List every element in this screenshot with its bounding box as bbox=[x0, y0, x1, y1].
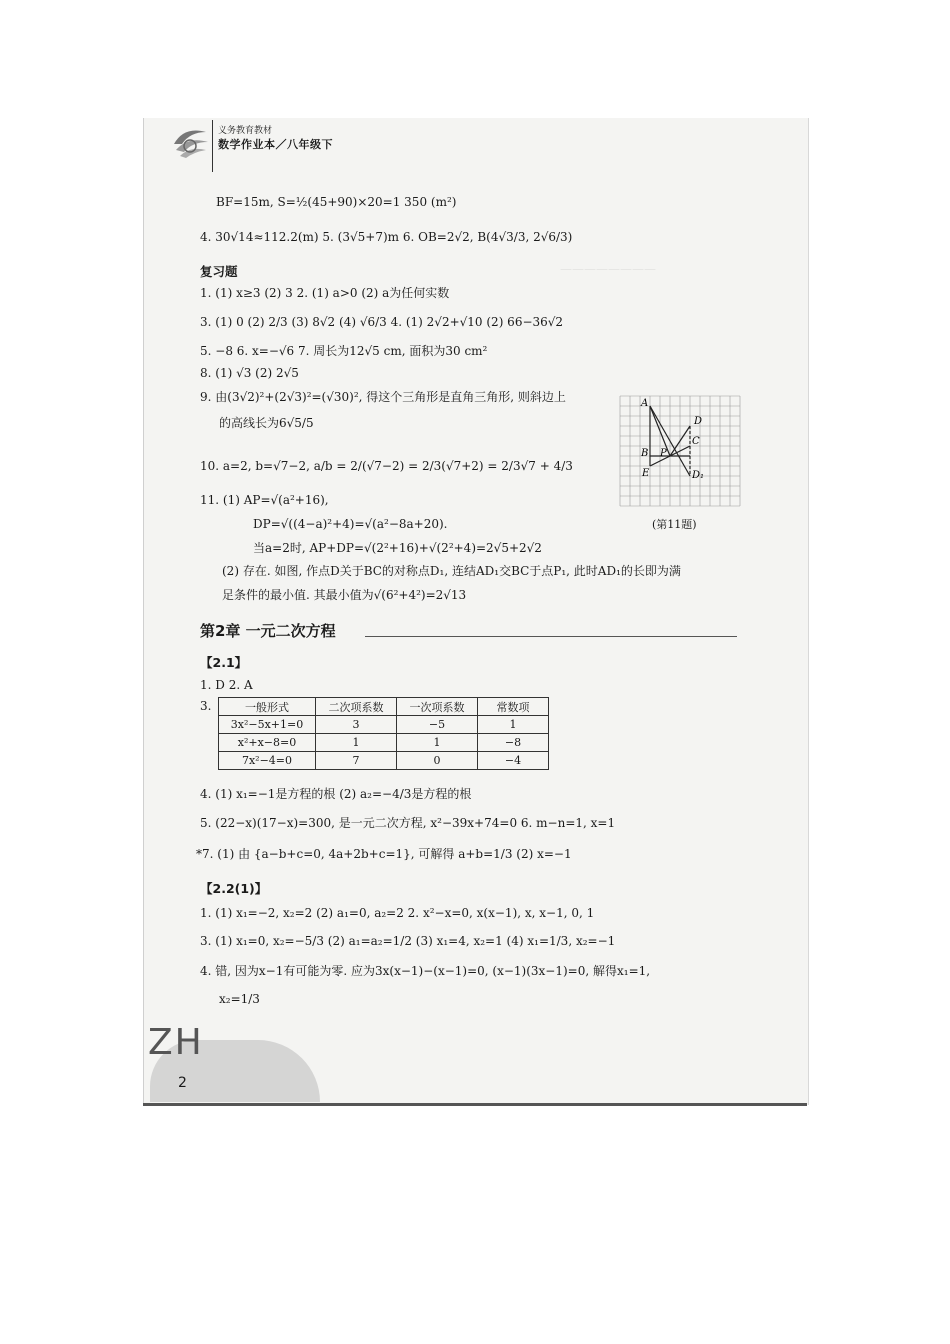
section-title-review: 复习题 bbox=[200, 264, 238, 279]
answer-line: 3. (1) 0 (2) 2/3 (3) 8√2 (4) √6/3 4. (1) 2√2+√10 (2) 66−36√2 bbox=[200, 315, 564, 329]
scanned-page bbox=[143, 118, 809, 1105]
section-title-2-1: 【2.1】 bbox=[200, 655, 248, 670]
label-A: A bbox=[641, 398, 649, 409]
answer-line: 11. (1) AP=√(a²+16), bbox=[200, 493, 329, 507]
page-number: 2 bbox=[178, 1075, 187, 1091]
answer-line: 1. D 2. A bbox=[200, 678, 253, 692]
table-cell: 7 bbox=[316, 752, 397, 770]
table-row bbox=[219, 734, 549, 752]
answer-line: 4. 错, 因为x−1有可能为零. 应为3x(x−1)−(x−1)=0, (x−1)(3x−1)=0, 解得x₁=1, bbox=[200, 964, 651, 978]
header-title: 数学作业本／八年级下 bbox=[218, 138, 333, 151]
table-cell: x²+x−8=0 bbox=[219, 734, 316, 752]
label-P: P bbox=[660, 448, 667, 459]
table-cell: 7x²−4=0 bbox=[219, 752, 316, 770]
answer-line: 4. (1) x₁=−1是方程的根 (2) a₂=−4/3是方程的根 bbox=[200, 787, 472, 801]
table-cell: −8 bbox=[478, 734, 549, 752]
answer-line: 4. 30√14≈112.2(m) 5. (3√5+7)m 6. OB=2√2, B(4√3/3, 2√6/3) bbox=[200, 230, 573, 244]
answer-line: 1. (1) x≥3 (2) 3 2. (1) a>0 (2) a为任何实数 bbox=[200, 286, 450, 300]
table-cell: −4 bbox=[478, 752, 549, 770]
table-cell: 1 bbox=[397, 734, 478, 752]
coefficient-table bbox=[218, 697, 549, 770]
grid-figure bbox=[618, 394, 742, 512]
label-E: E bbox=[642, 468, 650, 479]
answer-line: *7. (1) 由 {a−b+c=0, 4a+2b+c=1}, 可解得 a+b=1/3 (2) x=−1 bbox=[196, 847, 572, 861]
table-header-row bbox=[219, 698, 549, 716]
answer-line: 的高线长为6√5/5 bbox=[219, 416, 314, 430]
section-title-2-2-1: 【2.2(1)】 bbox=[200, 881, 268, 896]
label-C: C bbox=[692, 436, 700, 447]
answer-line: 1. (1) x₁=−2, x₂=2 (2) a₁=0, a₂=2 2. x²−x=0, x(x−1), x, x−1, 0, 1 bbox=[200, 906, 595, 920]
footer-mark: ZH bbox=[148, 1022, 204, 1063]
answer-line: 10. a=2, b=√7−2, a/b = 2/(√7−2) = 2/3(√7+2) = 2/3√7 + 4/3 bbox=[200, 459, 573, 473]
answer-line: 9. 由(3√2)²+(2√3)²=(√30)², 得这个三角形是直角三角形, 则斜边上 bbox=[200, 390, 566, 404]
answer-line: 3. (1) x₁=0, x₂=−5/3 (2) a₁=a₂=1/2 (3) x₁=4, x₂=1 (4) x₁=1/3, x₂=−1 bbox=[200, 934, 616, 948]
table-row bbox=[219, 752, 549, 770]
answer-line: 足条件的最小值. 其最小值为√(6²+4²)=2√13 bbox=[222, 588, 467, 602]
bleed-through: ———————— bbox=[560, 262, 656, 276]
table-cell: 3x²−5x+1=0 bbox=[219, 716, 316, 734]
publisher-logo-icon bbox=[170, 122, 210, 162]
answer-line: 8. (1) √3 (2) 2√5 bbox=[200, 366, 299, 380]
answer-line: DP=√((4−a)²+4)=√(a²−8a+20). bbox=[253, 517, 448, 531]
table-header-cell: 一次项系数 bbox=[397, 698, 478, 716]
chapter-rule bbox=[365, 636, 737, 637]
label-D: D bbox=[694, 416, 703, 427]
label-D1: D₁ bbox=[692, 470, 705, 481]
table-header-cell: 二次项系数 bbox=[316, 698, 397, 716]
header-divider bbox=[212, 120, 213, 172]
header-series: 义务教育教材 bbox=[218, 126, 273, 136]
scan-bottom-edge bbox=[143, 1103, 807, 1106]
chapter-title: 第2章 一元二次方程 bbox=[200, 622, 336, 640]
figure-caption: (第11题) bbox=[652, 518, 697, 531]
table-cell: 3 bbox=[316, 716, 397, 734]
table-header-cell: 常数项 bbox=[478, 698, 549, 716]
label-B: B bbox=[641, 448, 649, 459]
answer-line: 5. −8 6. x=−√6 7. 周长为12√5 cm, 面积为30 cm² bbox=[200, 344, 488, 358]
answer-line: BF=15m, S=½(45+90)×20=1 350 (m²) bbox=[216, 195, 457, 209]
table-header-cell: 一般形式 bbox=[219, 698, 316, 716]
answer-line: 当a=2时, AP+DP=√(2²+16)+√(2²+4)=2√5+2√2 bbox=[253, 541, 542, 555]
answer-line: 5. (22−x)(17−x)=300, 是一元二次方程, x²−39x+74=0 6. m−n=1, x=1 bbox=[200, 816, 616, 830]
table-row bbox=[219, 716, 549, 734]
table-cell: 1 bbox=[478, 716, 549, 734]
answer-line: 3. bbox=[200, 699, 212, 713]
table-cell: 1 bbox=[316, 734, 397, 752]
answer-line: (2) 存在. 如图, 作点D关于BC的对称点D₁, 连结AD₁交BC于点P₁, 此时AD₁的长即为满 bbox=[222, 564, 681, 578]
table-cell: −5 bbox=[397, 716, 478, 734]
answer-line: x₂=1/3 bbox=[219, 992, 260, 1006]
table-cell: 0 bbox=[397, 752, 478, 770]
